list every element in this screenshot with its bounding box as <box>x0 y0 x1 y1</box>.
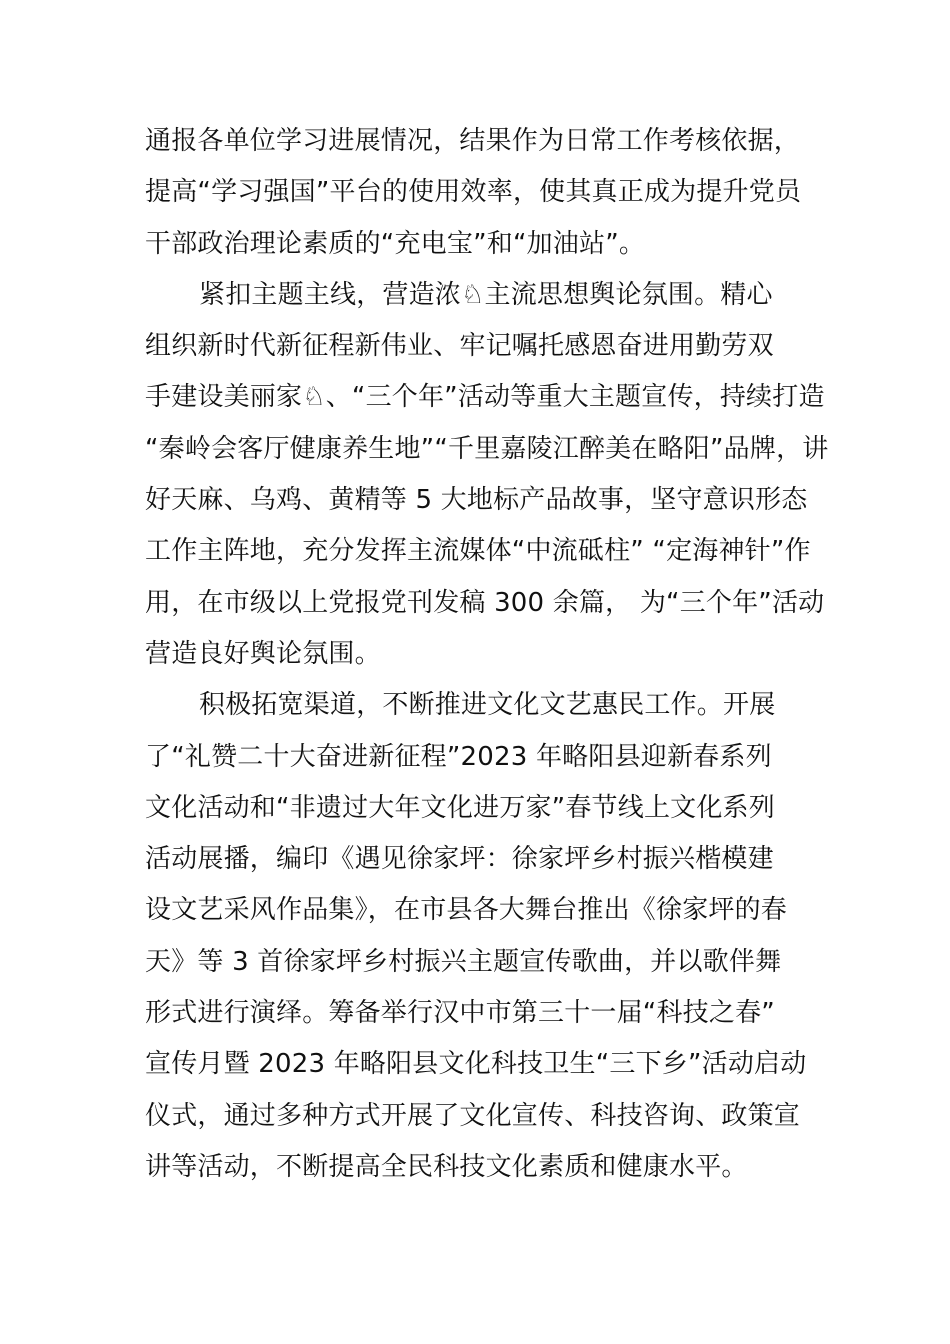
text-line: 积极拓宽渠道，不断推进文化文艺惠民工作。开展 <box>199 690 776 721</box>
text-line: 手建设美丽家♘、“三个年”活动等重大主题宣传，持续打造 <box>145 382 825 413</box>
document-body <box>145 116 829 1193</box>
text-line: 干部政治理论素质的“充电宝”和“加油站”。 <box>145 228 646 259</box>
text-line: 工作主阵地，充分发挥主流媒体“中流砥柱” “定海神针”作 <box>145 536 811 567</box>
text-line: 设文艺采风作品集》，在市县各大舞台推出《徐家坪的春 <box>145 895 788 926</box>
paragraph-1 <box>145 116 825 270</box>
text-line: 提高“学习强国”平台的使用效率，使其真正成为提升党员 <box>145 177 802 208</box>
text-line: 形式进行演绎。筹备举行汉中市第三十一届“科技之春” <box>145 998 775 1029</box>
text-line: 宣传月暨 2023 年略阳县文化科技卫生“三下乡”活动启动 <box>145 1049 807 1080</box>
paragraph-2 <box>145 270 829 680</box>
text-line: 营造良好舆论氛围。 <box>145 638 381 669</box>
text-line: 天》等 3 首徐家坪乡村振兴主题宣传歌曲，并以歌伴舞 <box>145 946 782 977</box>
text-line: “秦岭会客厅健康养生地”“千里嘉陵江醉美在略阳”品牌，讲 <box>145 433 829 464</box>
text-line: 紧扣主题主线，营造浓♘主流思想舆论氛围。精心 <box>199 279 773 310</box>
paragraph-3 <box>145 680 825 1193</box>
text-line: 仪式，通过多种方式开展了文化宣传、科技咨询、政策宣 <box>145 1100 801 1131</box>
text-line: 好天麻、乌鸡、黄精等 5 大地标产品故事，坚守意识形态 <box>145 485 808 516</box>
text-line: 讲等活动，不断提高全民科技文化素质和健康水平。 <box>145 1151 748 1182</box>
text-line: 文化活动和“非遗过大年文化进万家”春节线上文化系列 <box>145 792 775 823</box>
text-line: 用，在市级以上党报党刊发稿 300 余篇， 为“三个年”活动 <box>145 587 825 618</box>
text-line: 通报各单位学习进展情况，结果作为日常工作考核依据， <box>145 126 801 156</box>
text-line: 组织新时代新征程新伟业、牢记嘱托感恩奋进用勤劳双 <box>145 331 774 362</box>
text-line: 活动展播，编印《遇见徐家坪：徐家坪乡村振兴楷模建 <box>145 844 774 875</box>
text-line: 了“礼赞二十大奋进新征程”2023 年略阳县迎新春系列 <box>145 741 772 772</box>
